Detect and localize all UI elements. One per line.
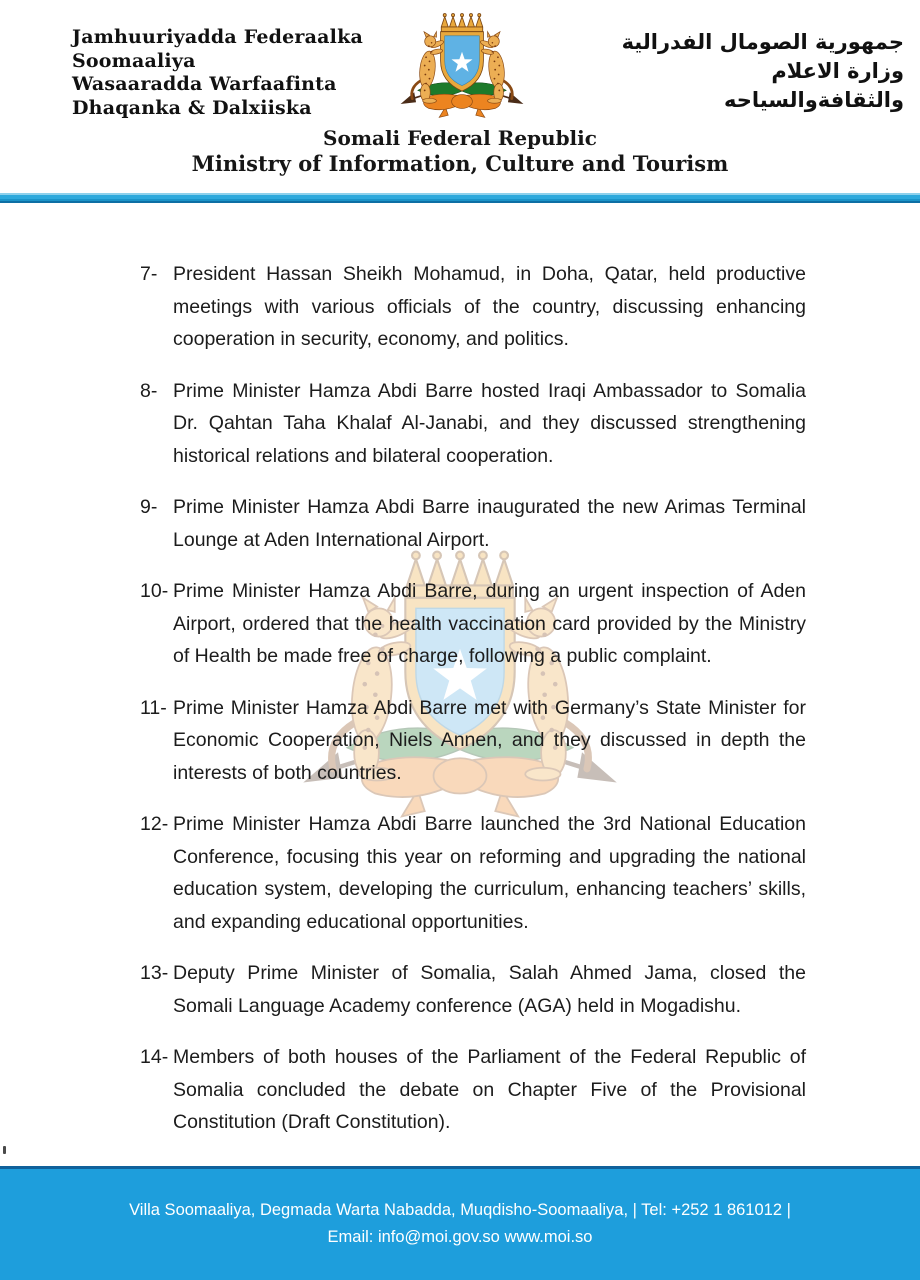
item-text: Members of both houses of the Parliament of the Federal Republic of Somalia concluded the debate on Chapter Five of the Provisional Constitution (Draft Constitution). (173, 1046, 806, 1133)
arabic-line: والثقافةوالسياحه (723, 88, 904, 112)
item-text: Prime Minister Hamza Abdi Barre hosted Iraqi Ambassador to Somalia Dr. Qahtan Taha Khalaf Al-Janabi, and they discussed strengthening historical relations and bilateral cooperation. (173, 379, 806, 467)
item-text: Prime Minister Hamza Abdi Barre inaugurated the new Arimas Terminal Lounge at Aden International Airport. (173, 496, 806, 551)
somali-line: Jamhuuriyadda Federaalka (72, 26, 363, 48)
bulletin-item-13 (140, 957, 806, 1022)
ministry-name-somali (72, 26, 363, 120)
footer-bar (0, 1166, 920, 1280)
header-separator-bar (0, 193, 920, 203)
item-number: 7- (140, 263, 158, 285)
item-number: 8- (140, 379, 158, 402)
ministry-name-arabic (622, 28, 904, 115)
bulletin-item-9 (140, 491, 806, 556)
item-text: Prime Minister Hamza Abdi Barre launched the 3rd National Education Conference, focusing this year on reforming and upgrading the national education system, developing the curriculum, enhancing teachers’ skills, and expanding educational opportunities. (173, 813, 806, 933)
bulletin-item-7 (140, 258, 806, 356)
somali-line: Soomaaliya (72, 49, 196, 72)
ministry-title: Ministry of Information, Culture and Tourism (191, 151, 729, 176)
footer-address: Villa Soomaaliya, Degmada Warta Nabadda, Muqdisho-Soomaaliya, | Tel: +252 1 861012 | (129, 1201, 791, 1219)
bulletin-item-11 (140, 692, 806, 790)
bulletin-item-14 (140, 1041, 806, 1139)
somali-line: Dhaqanka & Dalxiiska (72, 96, 312, 119)
weekly-bulletin-list (140, 258, 806, 1158)
arabic-line: جمهورية الصومال الفدرالية (621, 30, 904, 54)
footer-contact: Email: info@moi.gov.so www.moi.so (327, 1228, 593, 1246)
item-number: 14- (140, 1046, 169, 1068)
letterhead-title (0, 126, 920, 177)
item-number: 12- (140, 813, 169, 835)
item-number: 11- (140, 696, 167, 719)
item-text: President Hassan Sheikh Mohamud, in Doha, Qatar, held productive meetings with various officials of the country, discussing enhancing cooperation in security, economy, and politics. (173, 263, 806, 350)
item-text: Deputy Prime Minister of Somalia, Salah Ahmed Jama, closed the Somali Language Academy conference (AGA) held in Mogadishu. (173, 962, 806, 1017)
item-number: 9- (140, 496, 158, 518)
bulletin-item-10 (140, 575, 806, 673)
scan-speck (3, 1146, 6, 1154)
somali-line: Wasaaradda Warfaafinta (72, 73, 337, 95)
item-number: 10- (140, 580, 169, 602)
bulletin-item-8 (140, 375, 806, 473)
bulletin-item-12 (140, 808, 806, 938)
arabic-line: وزارة الاعلام (771, 59, 904, 83)
somalia-coat-of-arms (386, 10, 538, 128)
item-text: Prime Minister Hamza Abdi Barre, during an urgent inspection of Aden Airport, ordered that the health vaccination card provided by the Ministry of Health be made free of charge, following a public complaint. (173, 580, 806, 667)
item-text: Prime Minister Hamza Abdi Barre met with Germany’s State Minister for Economic Cooperation, Niels Annen, and they discussed in depth the interests of both countries. (173, 696, 806, 784)
republic-title: Somali Federal Republic (323, 126, 597, 150)
item-number: 13- (140, 962, 169, 984)
